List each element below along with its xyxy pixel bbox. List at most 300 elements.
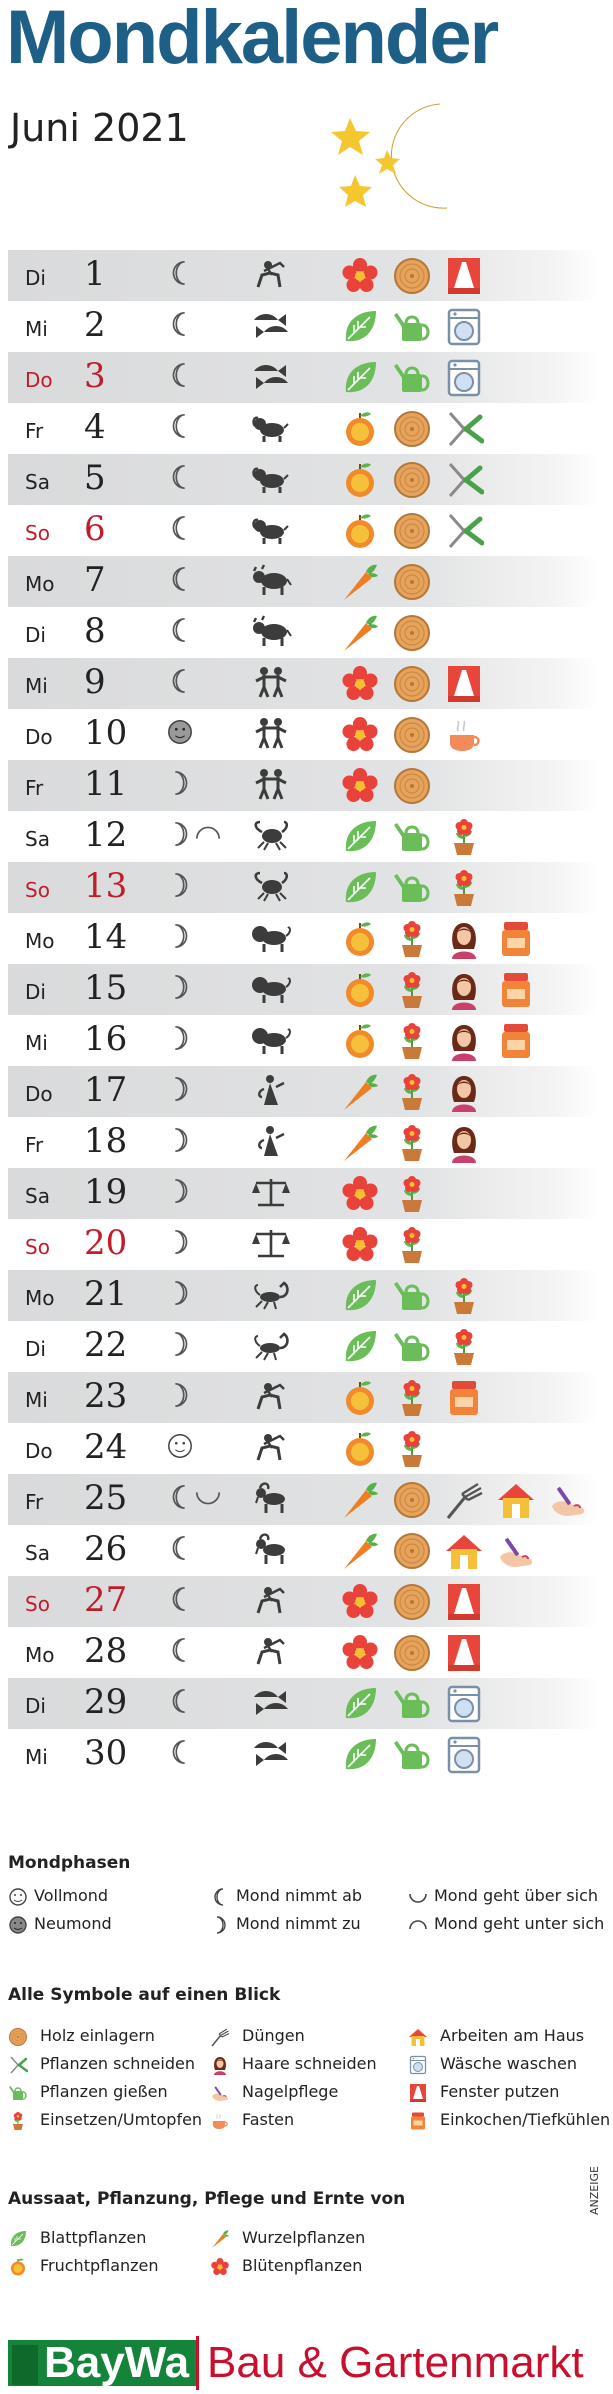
calendar-row	[8, 250, 598, 301]
zodiac-loewe-icon	[250, 971, 292, 1005]
zodiac-steinbock-icon	[250, 1532, 292, 1566]
day-number: 4	[84, 407, 106, 447]
baywa-logo[interactable]: BayWa	[8, 2340, 197, 2386]
calendar-row	[8, 811, 598, 862]
moon-abnehmend-icon	[166, 363, 194, 396]
carrot-icon	[340, 1123, 380, 1163]
day-number: 20	[84, 1223, 128, 1263]
moon-phase	[166, 1534, 194, 1569]
fruit-icon	[340, 970, 380, 1010]
woman-icon	[210, 2054, 236, 2073]
calendar-row	[8, 862, 598, 913]
day-number: 15	[84, 968, 128, 1008]
zodiac-krebs-icon	[250, 869, 292, 903]
calendar-row	[8, 556, 598, 607]
zodiac-loewe-icon	[250, 1022, 292, 1056]
moon-zunehmend-icon	[166, 1026, 194, 1059]
window-icon	[444, 1633, 484, 1673]
full-moon-icon	[8, 1887, 28, 1907]
woman-icon	[444, 970, 484, 1010]
moon-abnehmend-icon	[166, 567, 194, 600]
nail-icon	[548, 1480, 588, 1520]
legend-teacup: Fasten	[210, 2110, 294, 2131]
legend-abnehmend: Mond nimmt ab	[210, 1886, 362, 1907]
month-label: Juni 2021	[10, 106, 189, 150]
scissors-icon	[444, 511, 484, 551]
weekday-label: Fr	[25, 1133, 44, 1157]
zodiac-fische-icon	[250, 1736, 292, 1770]
calendar-row	[8, 1168, 598, 1219]
day-number: 13	[84, 866, 128, 906]
calendar-row	[8, 913, 598, 964]
watering-can-icon	[392, 817, 432, 857]
zodiac-fische-icon	[250, 308, 292, 342]
calendar-row	[8, 964, 598, 1015]
weekday-label: So	[25, 1235, 50, 1259]
footer	[0, 2330, 613, 2394]
blossom-icon	[340, 664, 380, 704]
legend-plants-title: Aussaat, Pflanzung, Pflege und Ernte von	[8, 2189, 406, 2209]
moon-phase	[166, 1483, 222, 1518]
moon-abnehmend-icon	[166, 1740, 194, 1773]
teacup-icon	[444, 715, 484, 755]
moon-phase	[166, 820, 222, 855]
moon-over-icon	[408, 1887, 428, 1907]
moon-zunehmend-icon	[166, 873, 194, 906]
fruit-icon	[340, 409, 380, 449]
moon-abnehmend-icon	[166, 1485, 194, 1518]
weekday-label: Mo	[25, 1643, 55, 1667]
legend-potted: Einsetzen/Umtopfen	[8, 2110, 202, 2131]
moon-phase	[166, 922, 194, 957]
woman-icon	[444, 919, 484, 959]
weekday-label: Do	[25, 725, 53, 749]
moon-phase	[166, 1432, 194, 1467]
watering-can-icon	[392, 1327, 432, 1367]
jar-icon	[496, 1021, 536, 1061]
weekday-label: Do	[25, 368, 53, 392]
fruit-icon	[340, 1021, 380, 1061]
washer-icon	[444, 1684, 484, 1724]
moon-phase	[166, 1330, 194, 1365]
moon-phase	[166, 1687, 194, 1722]
moon-abnehmend-icon	[166, 261, 194, 294]
moon-phase	[166, 1024, 194, 1059]
moon-phase	[166, 616, 194, 651]
moon-phase	[166, 1279, 194, 1314]
legend-unter: Mond geht unter sich	[408, 1914, 604, 1935]
weekday-label: Sa	[25, 470, 50, 494]
fork-icon	[444, 1480, 484, 1520]
potted-plant-icon	[444, 1276, 484, 1316]
calendar-row	[8, 1576, 598, 1627]
advertisement-label: ANZEIGE	[588, 2166, 601, 2215]
weekday-label: Mi	[25, 674, 48, 698]
day-number: 12	[84, 815, 128, 855]
moon-abnehmend-icon	[166, 1587, 194, 1620]
teacup-icon	[210, 2110, 236, 2129]
potted-plant-icon	[392, 1021, 432, 1061]
weekday-label: So	[25, 521, 50, 545]
potted-plant-icon	[392, 1225, 432, 1265]
moon-phase	[166, 1075, 194, 1110]
legend-neumond: Neumond	[8, 1914, 112, 1935]
legend-symbols-title: Alle Symbole auf einen Blick	[8, 1985, 281, 2005]
leaf-icon	[340, 817, 380, 857]
day-number: 19	[84, 1172, 128, 1212]
leaf-icon	[340, 307, 380, 347]
zodiac-schuetze-icon	[250, 1379, 292, 1413]
calendar-row	[8, 1270, 598, 1321]
wood-icon	[8, 2026, 34, 2045]
moon-ueber-icon	[194, 1485, 222, 1518]
moon-abnehmend-icon	[166, 516, 194, 549]
calendar-row	[8, 454, 598, 505]
day-number: 16	[84, 1019, 128, 1059]
day-number: 17	[84, 1070, 128, 1110]
fruit-icon	[340, 919, 380, 959]
window-icon	[444, 256, 484, 296]
leaf-icon	[340, 1327, 380, 1367]
day-number: 30	[84, 1733, 128, 1773]
calendar-row	[8, 760, 598, 811]
blossom-icon	[340, 1633, 380, 1673]
moon-vollmond-icon	[166, 1434, 194, 1467]
moon-abnehmend-icon	[166, 465, 194, 498]
moon-phase	[166, 1177, 194, 1212]
house-icon	[496, 1480, 536, 1520]
potted-plant-icon	[392, 1174, 432, 1214]
blossom-icon	[340, 715, 380, 755]
moon-abnehmend-icon	[166, 669, 194, 702]
moon-zunehmend-icon	[166, 1383, 194, 1416]
moon-phase	[166, 1381, 194, 1416]
zodiac-fische-icon	[250, 359, 292, 393]
day-number: 24	[84, 1427, 128, 1467]
moon-abnehmend-icon	[166, 312, 194, 345]
calendar-row	[8, 1066, 598, 1117]
moon-zunehmend-icon	[166, 1230, 194, 1263]
potted-plant-icon	[444, 817, 484, 857]
woman-icon	[444, 1021, 484, 1061]
zodiac-stier-icon	[250, 563, 292, 597]
moon-zunehmend-icon	[166, 924, 194, 957]
moon-phase	[166, 412, 194, 447]
day-number: 29	[84, 1682, 128, 1722]
zodiac-waage-icon	[250, 1226, 292, 1260]
watering-can-icon	[392, 868, 432, 908]
leaf-icon	[340, 358, 380, 398]
potted-plant-icon	[444, 868, 484, 908]
washer-icon	[408, 2054, 434, 2073]
weekday-label: Fr	[25, 419, 44, 443]
moon-zunehmend-icon	[166, 1332, 194, 1365]
watering-can-icon	[392, 1276, 432, 1316]
calendar-row	[8, 709, 598, 760]
scissors-icon	[8, 2054, 34, 2073]
calendar-row	[8, 658, 598, 709]
house-icon	[408, 2026, 434, 2045]
zodiac-skorpion-icon	[250, 1328, 292, 1362]
weekday-label: Di	[25, 1337, 46, 1361]
day-number: 3	[84, 356, 106, 396]
window-icon	[408, 2082, 434, 2101]
wood-icon	[392, 256, 432, 296]
carrot-icon	[340, 613, 380, 653]
moon-phase	[166, 769, 194, 804]
leaf-icon	[8, 2228, 34, 2247]
day-number: 27	[84, 1580, 128, 1620]
fruit-icon	[340, 460, 380, 500]
day-number: 8	[84, 611, 106, 651]
scissors-icon	[444, 409, 484, 449]
calendar-row	[8, 1015, 598, 1066]
weekday-label: Di	[25, 980, 46, 1004]
calendar-row	[8, 1117, 598, 1168]
day-number: 6	[84, 509, 106, 549]
weekday-label: Mi	[25, 317, 48, 341]
zodiac-zwillinge-icon	[250, 716, 292, 750]
calendar-table	[8, 250, 598, 1780]
legend-zunehmend: Mond nimmt zu	[210, 1914, 361, 1935]
calendar-row	[8, 1729, 598, 1780]
blossom-icon	[340, 256, 380, 296]
day-number: 18	[84, 1121, 128, 1161]
moon-phase	[166, 310, 194, 345]
watering-can-icon	[392, 358, 432, 398]
potted-plant-icon	[8, 2110, 34, 2129]
moon-phase	[166, 1126, 194, 1161]
wood-icon	[392, 1480, 432, 1520]
day-number: 1	[84, 254, 106, 294]
carrot-icon	[340, 1072, 380, 1112]
wood-icon	[392, 511, 432, 551]
jar-icon	[496, 970, 536, 1010]
moon-phase	[166, 667, 194, 702]
weekday-label: Do	[25, 1439, 53, 1463]
zodiac-stier-icon	[250, 614, 292, 648]
zodiac-schuetze-icon	[250, 1583, 292, 1617]
moon-phase	[166, 1228, 194, 1263]
legend-jar: Einkochen/Tiefkühlen	[408, 2110, 610, 2131]
leaf-icon	[340, 1735, 380, 1775]
weekday-label: Mo	[25, 929, 55, 953]
zodiac-loewe-icon	[250, 920, 292, 954]
day-number: 23	[84, 1376, 128, 1416]
window-icon	[444, 1582, 484, 1622]
moon-phase	[166, 259, 194, 294]
zodiac-fische-icon	[250, 1685, 292, 1719]
jar-icon	[408, 2110, 434, 2129]
nail-icon	[210, 2082, 236, 2101]
weekday-label: Fr	[25, 776, 44, 800]
nail-icon	[496, 1531, 536, 1571]
calendar-row	[8, 1678, 598, 1729]
zodiac-widder-icon	[250, 512, 292, 546]
washer-icon	[444, 1735, 484, 1775]
potted-plant-icon	[392, 919, 432, 959]
moon-neumond-icon	[166, 720, 194, 753]
zodiac-steinbock-icon	[250, 1481, 292, 1515]
moon-zunehmend-icon	[166, 822, 194, 855]
page-title: Mondkalender	[6, 0, 498, 80]
legend-nail: Nagelpflege	[210, 2082, 338, 2103]
day-number: 9	[84, 662, 106, 702]
legend-washer: Wäsche waschen	[408, 2054, 577, 2075]
weekday-label: Fr	[25, 1490, 44, 1514]
moon-unter-icon	[194, 822, 222, 855]
zodiac-schuetze-icon	[250, 1634, 292, 1668]
legend-wood: Holz einlagern	[8, 2026, 155, 2047]
zodiac-skorpion-icon	[250, 1277, 292, 1311]
calendar-row	[8, 1219, 598, 1270]
moon-phase	[166, 514, 194, 549]
day-number: 26	[84, 1529, 128, 1569]
footer-divider	[196, 2336, 199, 2390]
house-icon	[444, 1531, 484, 1571]
moon-abnehmend-icon	[166, 1536, 194, 1569]
moon-phase	[166, 463, 194, 498]
moon-zunehmend-icon	[166, 975, 194, 1008]
watering-can-icon	[392, 307, 432, 347]
legend-phases-title: Mondphasen	[8, 1853, 131, 1873]
moon-zunehmend-icon	[166, 1281, 194, 1314]
potted-plant-icon	[392, 1378, 432, 1418]
day-number: 21	[84, 1274, 128, 1314]
weekday-label: Mo	[25, 1286, 55, 1310]
fork-icon	[210, 2026, 236, 2045]
zodiac-schuetze-icon	[250, 257, 292, 291]
potted-plant-icon	[392, 1429, 432, 1469]
potted-plant-icon	[392, 970, 432, 1010]
zodiac-waage-icon	[250, 1175, 292, 1209]
zodiac-zwillinge-icon	[250, 767, 292, 801]
zodiac-zwillinge-icon	[250, 665, 292, 699]
wood-icon	[392, 1531, 432, 1571]
weekday-label: Do	[25, 1082, 53, 1106]
moon-abnehmend-icon	[166, 414, 194, 447]
wood-icon	[392, 1582, 432, 1622]
weekday-label: Mo	[25, 572, 55, 596]
weekday-label: Sa	[25, 1184, 50, 1208]
weekday-label: Sa	[25, 827, 50, 851]
calendar-row	[8, 1627, 598, 1678]
calendar-row	[8, 1525, 598, 1576]
legend-house: Arbeiten am Haus	[408, 2026, 584, 2047]
calendar-row	[8, 1321, 598, 1372]
calendar-row	[8, 607, 598, 658]
fruit-icon	[340, 511, 380, 551]
blossom-icon	[340, 766, 380, 806]
moon-phase	[166, 1738, 194, 1773]
day-number: 2	[84, 305, 106, 345]
wood-icon	[392, 715, 432, 755]
fruit-icon	[8, 2256, 34, 2275]
day-number: 7	[84, 560, 106, 600]
moon-abnehmend-icon	[166, 1638, 194, 1671]
zodiac-jungfrau-icon	[250, 1073, 292, 1107]
potted-plant-icon	[444, 1327, 484, 1367]
new-moon-icon	[8, 1915, 28, 1935]
zodiac-schuetze-icon	[250, 1430, 292, 1464]
blossom-icon	[340, 1225, 380, 1265]
moon-abnehmend-icon	[166, 618, 194, 651]
moon-phase	[166, 871, 194, 906]
legend-fork: Düngen	[210, 2026, 305, 2047]
fruit-icon	[340, 1429, 380, 1469]
washer-icon	[444, 307, 484, 347]
scissors-icon	[444, 460, 484, 500]
blossom-icon	[340, 1582, 380, 1622]
calendar-row	[8, 505, 598, 556]
fruit-icon	[340, 1378, 380, 1418]
wood-icon	[392, 766, 432, 806]
weekday-label: Sa	[25, 1541, 50, 1565]
moon-phase	[166, 718, 194, 753]
day-number: 5	[84, 458, 106, 498]
wood-icon	[392, 664, 432, 704]
moon-phase	[166, 361, 194, 396]
moon-phase	[166, 1585, 194, 1620]
zodiac-widder-icon	[250, 410, 292, 444]
calendar-row	[8, 352, 598, 403]
day-number: 10	[84, 713, 128, 753]
weekday-label: So	[25, 1592, 50, 1616]
day-number: 22	[84, 1325, 128, 1365]
window-icon	[444, 664, 484, 704]
carrot-icon	[340, 1531, 380, 1571]
woman-icon	[444, 1123, 484, 1163]
jar-icon	[444, 1378, 484, 1418]
calendar-row	[8, 403, 598, 454]
wood-icon	[392, 1633, 432, 1673]
moon-under-icon	[408, 1915, 428, 1935]
blossom-icon	[340, 1174, 380, 1214]
zodiac-jungfrau-icon	[250, 1124, 292, 1158]
moon-phase	[166, 973, 194, 1008]
wood-icon	[392, 562, 432, 602]
day-number: 14	[84, 917, 128, 957]
calendar-row	[8, 1423, 598, 1474]
wood-icon	[392, 460, 432, 500]
legend-fruit: Fruchtpflanzen	[8, 2256, 159, 2277]
legend-leaf: Blattpflanzen	[8, 2228, 146, 2249]
jar-icon	[496, 919, 536, 959]
moon-zunehmend-icon	[166, 771, 194, 804]
washer-icon	[444, 358, 484, 398]
watering-can-icon	[8, 2082, 34, 2101]
weekday-label: Di	[25, 1694, 46, 1718]
brand-name: Bau & Gartenmarkt	[207, 2338, 584, 2387]
weekday-label: So	[25, 878, 50, 902]
leaf-icon	[340, 1684, 380, 1724]
watering-can-icon	[392, 1684, 432, 1724]
weekday-label: Mi	[25, 1031, 48, 1055]
legend-woman: Haare schneiden	[210, 2054, 377, 2075]
leaf-icon	[340, 868, 380, 908]
zodiac-krebs-icon	[250, 818, 292, 852]
day-number: 25	[84, 1478, 128, 1518]
carrot-icon	[210, 2228, 236, 2247]
waxing-moon-icon	[210, 1915, 230, 1935]
weekday-label: Di	[25, 266, 46, 290]
zodiac-widder-icon	[250, 461, 292, 495]
waning-moon-icon	[210, 1887, 230, 1907]
calendar-row	[8, 1372, 598, 1423]
legend-window: Fenster putzen	[408, 2082, 559, 2103]
potted-plant-icon	[392, 1072, 432, 1112]
legend-vollmond: Vollmond	[8, 1886, 108, 1907]
